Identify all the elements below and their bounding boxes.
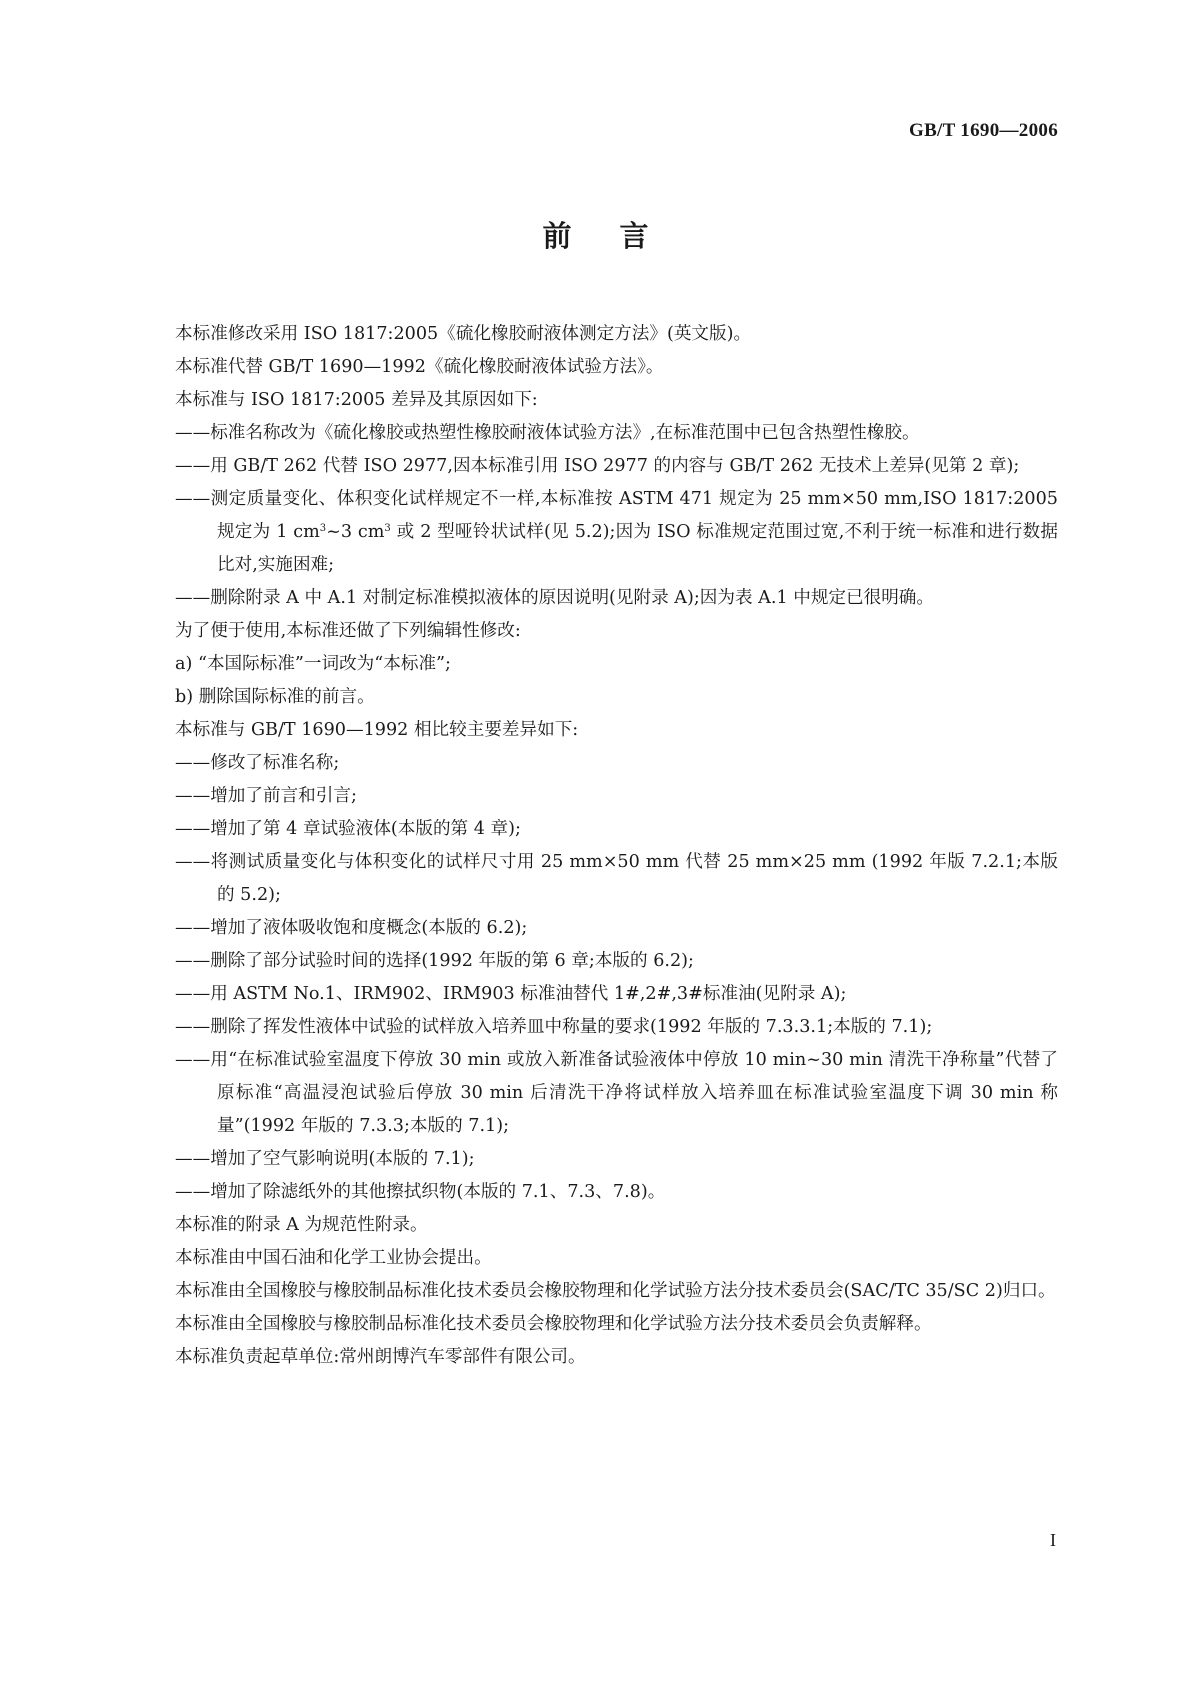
superscript: 3	[384, 523, 391, 534]
paragraph: 本标准修改采用 ISO 1817:2005《硫化橡胶耐液体测定方法》(英文版)。	[175, 324, 752, 344]
change-item: ——用 ASTM No.1、IRM902、IRM903 标准油替代 1#,2#,3#标准油(见附录 A);	[175, 984, 847, 1004]
difference-item: ——用 GB/T 262 代替 ISO 2977,因本标准引用 ISO 2977 的内容与 GB/T 262 无技术上差异(见第 2 章);	[175, 456, 1020, 476]
change-item: ——增加了前言和引言;	[175, 786, 357, 806]
difference-item: ——标准名称改为《硫化橡胶或热塑性橡胶耐液体试验方法》,在标准范围中已包含热塑性橡胶。	[175, 423, 920, 443]
change-item: ——增加了第 4 章试验液体(本版的第 4 章);	[175, 819, 521, 839]
list-item-b: b) 删除国际标准的前言。	[175, 687, 375, 707]
paragraph: 本标准负责起草单位:常州朗博汽车零部件有限公司。	[175, 1347, 586, 1367]
list-item-a: a) “本国际标准”一词改为“本标准”;	[175, 654, 451, 674]
text-segment: ——测定质量变化、体积变化试样规定不一样,本标准按 ASTM 471 规定为 25 mm×50 mm,ISO 1817:2005规定为 1 cm	[175, 489, 1058, 542]
standard-number: GB/T 1690—2006	[908, 120, 1058, 141]
change-item: ——增加了空气影响说明(本版的 7.1);	[175, 1149, 475, 1169]
change-item: ——用“在标准试验室温度下停放 30 min 或放入新准备试验液体中停放 10 min~30 min 清洗干净称量”代替了原标准“高温浸泡试验后停放 30 min 后清洗干净将试样放入培养皿在标准试验室温度下调 30 min 称量”(1992 年版的 7.3.3;本版的 7.1);	[175, 1050, 1058, 1136]
page-title: 前言	[542, 219, 697, 253]
change-item: ——删除了部分试验时间的选择(1992 年版的第 6 章;本版的 6.2);	[175, 951, 694, 971]
text-segment: 或 2 型哑铃状试样(见 5.2);因为 ISO 标准规定范围过宽,不利于统一标准和进行数据比对,实施困难;	[217, 522, 1058, 575]
paragraph: 本标准由全国橡胶与橡胶制品标准化技术委员会橡胶物理和化学试验方法分技术委员会(SAC/TC 35/SC 2)归口。	[175, 1281, 1056, 1301]
change-item: ——增加了除滤纸外的其他擦拭织物(本版的 7.1、7.3、7.8)。	[175, 1182, 666, 1202]
difference-item: ——删除附录 A 中 A.1 对制定标准模拟液体的原因说明(见附录 A);因为表 A.1 中规定已很明确。	[175, 588, 934, 608]
page-number: I	[1050, 1530, 1056, 1550]
paragraph: 本标准与 GB/T 1690—1992 相比较主要差异如下:	[175, 720, 579, 740]
superscript: 3	[319, 523, 327, 534]
difference-item	[133, 483, 1058, 582]
paragraph: 本标准与 ISO 1817:2005 差异及其原因如下:	[175, 390, 538, 410]
text-segment: ~3 cm	[326, 522, 385, 542]
paragraph: 为了便于使用,本标准还做了下列编辑性修改:	[175, 621, 521, 641]
change-item: ——增加了液体吸收饱和度概念(本版的 6.2);	[175, 918, 528, 938]
paragraph: 本标准的附录 A 为规范性附录。	[175, 1215, 428, 1235]
change-item: ——删除了挥发性液体中试验的试样放入培养皿中称量的要求(1992 年版的 7.3.3.1;本版的 7.1);	[175, 1017, 933, 1037]
change-item: ——修改了标准名称;	[175, 753, 340, 773]
change-item: ——将测试质量变化与体积变化的试样尺寸用 25 mm×50 mm 代替 25 mm×25 mm (1992 年版 7.2.1;本版的 5.2);	[175, 852, 1058, 905]
paragraph: 本标准代替 GB/T 1690—1992《硫化橡胶耐液体试验方法》。	[175, 357, 664, 377]
paragraph: 本标准由全国橡胶与橡胶制品标准化技术委员会橡胶物理和化学试验方法分技术委员会负责解释。	[175, 1314, 932, 1334]
paragraph: 本标准由中国石油和化学工业协会提出。	[175, 1248, 492, 1268]
document-body	[133, 318, 1058, 1374]
